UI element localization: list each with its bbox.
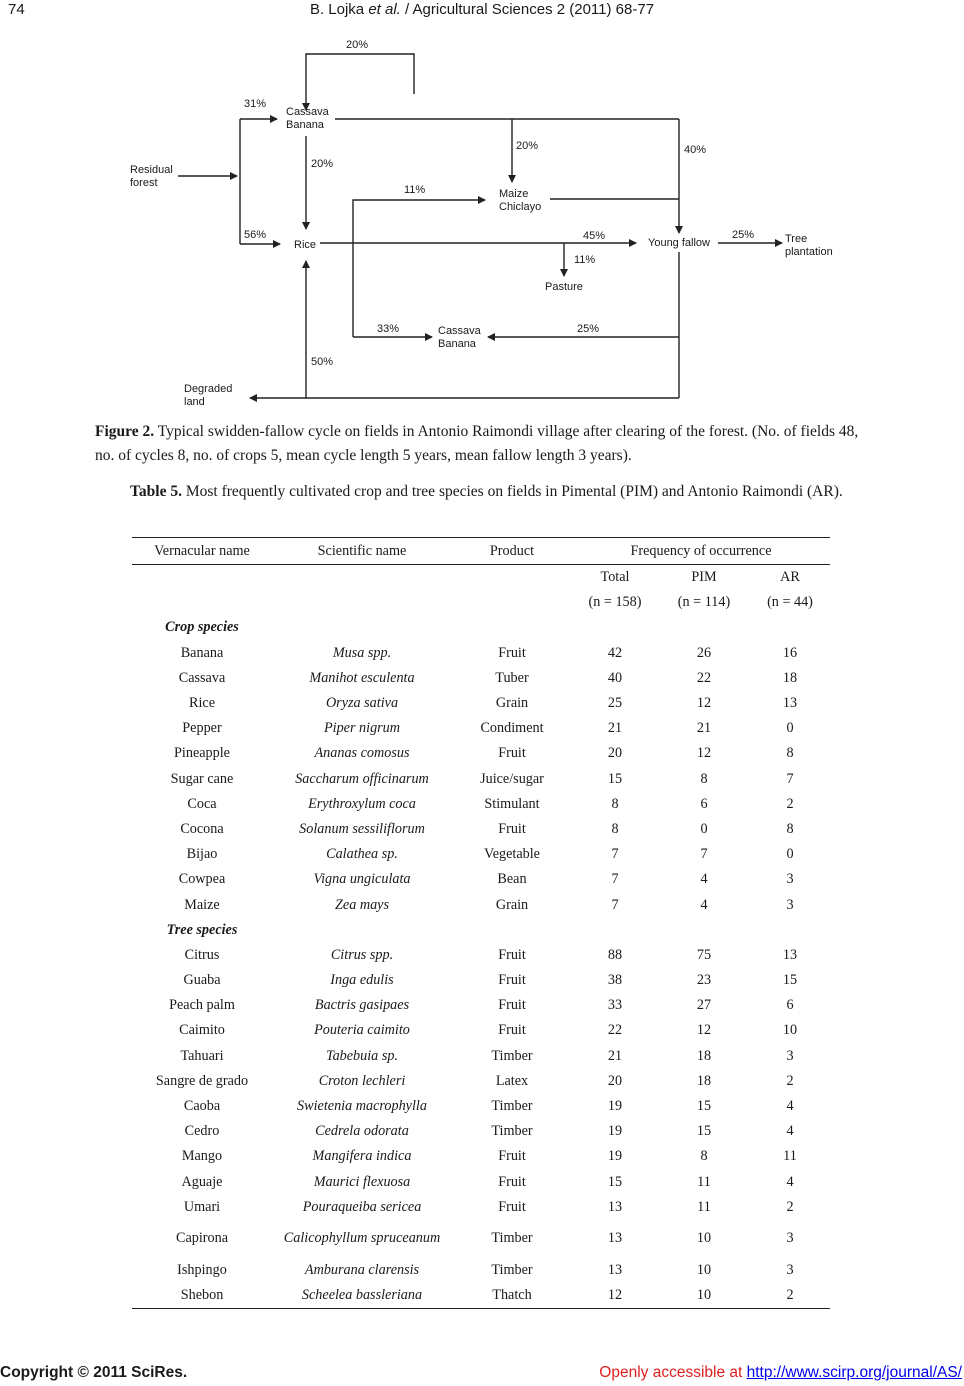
vernacular-cell: Caoba <box>183 1098 221 1115</box>
node-cassava-banana-bottom: Cassava Banana <box>438 325 481 350</box>
table-row <box>132 691 830 716</box>
vernacular-cell: Ishpingo <box>177 1261 227 1278</box>
pim-cell: 18 <box>696 1072 712 1089</box>
pim-cell: 10 <box>658 1283 750 1309</box>
pct-rice-maize: 11% <box>404 184 426 196</box>
vernacular-cell: Caimito <box>179 1022 225 1039</box>
node-rice: Rice <box>294 239 317 251</box>
ar-cell: 2 <box>750 1283 830 1309</box>
pim-cell: 4 <box>700 871 708 888</box>
ar-cell: 4 <box>786 1173 794 1190</box>
total-cell: 7 <box>611 846 619 863</box>
product-cell: Fruit <box>498 1022 526 1039</box>
vernacular-cell: Mango <box>181 1148 223 1165</box>
total-cell: 42 <box>607 644 623 661</box>
pim-cell: 15 <box>696 1123 712 1140</box>
total-cell: 7 <box>611 871 619 888</box>
pim-cell: 18 <box>696 1047 712 1064</box>
table-row <box>132 867 830 892</box>
product-cell: Fruit <box>498 745 526 762</box>
section-row <box>132 615 830 640</box>
pim-cell: 10 <box>696 1230 712 1247</box>
total-cell: 19 <box>607 1123 623 1140</box>
pim-cell: 12 <box>696 695 712 712</box>
scientific-cell: Scheelea bassleriana <box>272 1283 452 1309</box>
total-cell: 7 <box>611 896 619 913</box>
sub-header-ar: AR <box>780 569 800 586</box>
ar-cell: 3 <box>786 896 794 913</box>
pct-rice-fallow: 45% <box>583 230 606 242</box>
scientific-cell: Vigna ungiculata <box>313 871 411 888</box>
table-row <box>132 1094 830 1119</box>
vernacular-cell: Sugar cane <box>170 770 234 787</box>
vernacular-cell: Citrus <box>184 946 220 963</box>
total-cell: 20 <box>607 1072 623 1089</box>
journal-link[interactable]: http://www.scirp.org/journal/AS/ <box>746 1364 962 1381</box>
copyright: Copyright © 2011 SciRes. <box>0 1364 188 1381</box>
vernacular-cell: Maize <box>184 896 220 913</box>
total-cell: 25 <box>607 695 623 712</box>
vernacular-cell: Pepper <box>182 720 222 737</box>
product-cell: Juice/sugar <box>480 770 544 787</box>
vernacular-cell: Tahuari <box>180 1047 224 1064</box>
node-degraded-land: Degraded land <box>184 383 233 408</box>
product-cell: Thatch <box>452 1283 572 1309</box>
sub-header-ar-n: (n = 44) <box>767 594 813 611</box>
vernacular-cell: Coca <box>187 795 217 812</box>
total-cell: 8 <box>611 795 619 812</box>
vernacular-cell: Cedro <box>184 1123 220 1140</box>
total-cell: 20 <box>607 745 623 762</box>
ar-cell: 13 <box>782 695 798 712</box>
total-cell: 19 <box>607 1148 623 1165</box>
total-cell: 15 <box>607 1173 623 1190</box>
pim-cell: 6 <box>700 795 708 812</box>
table-row <box>132 892 830 917</box>
pct-fallow-tree: 25% <box>732 229 755 241</box>
product-cell: Latex <box>495 1072 529 1089</box>
vernacular-cell: Guaba <box>183 972 221 989</box>
scientific-cell: Croton lechleri <box>318 1072 406 1089</box>
scientific-cell: Zea mays <box>335 896 389 913</box>
pim-cell: 26 <box>696 644 712 661</box>
pim-cell: 11 <box>697 1198 711 1215</box>
scientific-cell: Musa spp. <box>332 644 392 661</box>
pim-cell: 23 <box>696 972 712 989</box>
total-cell: 22 <box>607 1022 623 1039</box>
vernacular-cell: Cowpea <box>178 871 226 888</box>
table-row <box>132 1195 830 1220</box>
scientific-cell: Ananas comosus <box>314 745 410 762</box>
scientific-cell: Oryza sativa <box>325 695 399 712</box>
scientific-cell: Amburana clarensis <box>304 1261 420 1278</box>
total-cell: 38 <box>607 972 623 989</box>
arrow-loop-top <box>306 54 414 110</box>
sub-header-total-n: (n = 158) <box>588 594 642 611</box>
ar-cell: 7 <box>786 770 794 787</box>
swidden-fallow-cycle-diagram <box>120 26 850 414</box>
total-cell: 13 <box>607 1230 623 1247</box>
product-cell: Fruit <box>498 972 526 989</box>
table-row <box>132 666 830 691</box>
node-pasture: Pasture <box>545 281 583 293</box>
product-cell: Timber <box>491 1230 533 1247</box>
table-row <box>132 1119 830 1144</box>
product-cell: Tuber <box>495 669 529 686</box>
pct-forest-rice: 56% <box>244 229 267 241</box>
pct-rice-cassava-bottom: 33% <box>377 323 400 335</box>
table-row <box>132 1283 830 1309</box>
access-note: Openly accessible at http://www.scirp.org/journal/AS/ <box>599 1364 962 1381</box>
page-header <box>0 0 964 22</box>
col-header-scientific: Scientific name <box>272 538 452 565</box>
scientific-cell: Piper nigrum <box>323 720 401 737</box>
scientific-cell: Citrus spp. <box>330 946 394 963</box>
pim-cell: 12 <box>696 745 712 762</box>
table-row <box>132 1170 830 1195</box>
scientific-cell: Swietenia macrophylla <box>297 1098 427 1115</box>
ar-cell: 0 <box>786 720 794 737</box>
sub-header-pim: PIM <box>691 569 717 586</box>
product-cell: Fruit <box>498 1198 526 1215</box>
table-row <box>132 741 830 766</box>
table-row <box>132 767 830 792</box>
pim-cell: 21 <box>696 720 712 737</box>
vernacular-cell: Umari <box>183 1198 221 1215</box>
sub-header-pim-n: (n = 114) <box>677 594 731 611</box>
ar-cell: 10 <box>782 1022 798 1039</box>
table-row <box>132 993 830 1018</box>
node-cassava-banana-top: Cassava Banana <box>286 106 329 131</box>
ar-cell: 13 <box>782 946 798 963</box>
product-cell: Fruit <box>498 1148 526 1165</box>
product-cell: Stimulant <box>484 795 540 812</box>
table-caption: Table 5. Most frequently cultivated crop and tree species on fields in Pimental (PIM) and Antonio Raimondi (AR). <box>130 483 843 500</box>
vernacular-cell: Capirona <box>175 1230 228 1247</box>
vernacular-cell: Aguaje <box>181 1173 223 1190</box>
total-cell: 8 <box>611 820 619 837</box>
ar-cell: 8 <box>786 820 794 837</box>
ar-cell: 2 <box>786 795 794 812</box>
table-row <box>132 1144 830 1169</box>
vernacular-cell: Pineapple <box>174 745 230 762</box>
product-cell: Grain <box>495 896 529 913</box>
figure-caption: Figure 2. Typical swidden-fallow cycle on fields in Antonio Raimondi village after clearing of the forest. (No. of fields 48, no. of cycles 8, no. of crops 5, mean cycle length 5 years, mean fallow length 3 years). <box>95 423 859 464</box>
scientific-cell: Cedrela odorata <box>315 1123 409 1140</box>
product-cell: Vegetable <box>484 846 540 863</box>
col-header-frequency: Frequency of occurrence <box>572 538 830 565</box>
scientific-cell: Saccharum officinarum <box>295 770 429 787</box>
vernacular-cell: Cassava <box>178 669 226 686</box>
product-cell: Fruit <box>498 946 526 963</box>
scientific-cell: Maurici flexuosa <box>313 1173 411 1190</box>
total-cell: 21 <box>607 1047 623 1064</box>
ar-cell: 3 <box>786 1230 794 1247</box>
table-row <box>132 1258 830 1283</box>
ar-cell: 3 <box>786 1261 794 1278</box>
table-row <box>132 792 830 817</box>
table-row <box>132 641 830 666</box>
arrow-rice-maize <box>353 200 485 337</box>
pct-cassava-fallow: 40% <box>684 144 707 156</box>
pim-cell: 11 <box>697 1173 711 1190</box>
pim-cell: 15 <box>696 1098 712 1115</box>
total-cell: 33 <box>607 997 623 1014</box>
table-row <box>132 1044 830 1069</box>
ar-cell: 4 <box>786 1098 794 1115</box>
table-row <box>132 1069 830 1094</box>
product-cell: Condiment <box>480 720 544 737</box>
scientific-cell: Manihot esculenta <box>309 669 415 686</box>
total-cell: 13 <box>607 1198 623 1215</box>
pim-cell: 10 <box>696 1261 712 1278</box>
pim-cell: 8 <box>700 770 708 787</box>
ar-cell: 18 <box>782 669 798 686</box>
node-residual-forest: Residual forest <box>130 164 173 189</box>
col-header-vernacular: Vernacular name <box>132 538 272 565</box>
ar-cell: 4 <box>786 1123 794 1140</box>
pim-cell: 75 <box>696 946 712 963</box>
section-row <box>132 918 830 943</box>
ar-cell: 3 <box>786 1047 794 1064</box>
product-cell: Bean <box>497 871 527 888</box>
ar-cell: 16 <box>782 644 798 661</box>
scientific-cell: Pouraqueiba sericea <box>302 1198 422 1215</box>
table-row <box>132 842 830 867</box>
total-cell: 12 <box>572 1283 658 1309</box>
ar-cell: 11 <box>783 1148 797 1165</box>
pct-forest-cassava: 31% <box>244 98 267 110</box>
table-row <box>132 1018 830 1043</box>
total-cell: 13 <box>607 1261 623 1278</box>
table-row <box>132 943 830 968</box>
pct-loop-top: 20% <box>346 39 369 51</box>
scientific-cell: Inga edulis <box>330 972 394 989</box>
species-table <box>132 537 830 1309</box>
product-cell: Timber <box>491 1123 533 1140</box>
vernacular-cell: Cocona <box>180 820 224 837</box>
pct-to-pasture: 11% <box>574 254 596 266</box>
pct-degraded-rice: 50% <box>311 356 334 368</box>
pim-cell: 8 <box>700 1148 708 1165</box>
scientific-cell: Mangifera indica <box>312 1148 412 1165</box>
pct-fallow-cassava-bottom: 25% <box>577 323 600 335</box>
table-row <box>132 1220 830 1258</box>
node-tree-plantation: Tree plantation <box>785 233 833 258</box>
pim-cell: 12 <box>696 1022 712 1039</box>
vernacular-cell: Rice <box>189 695 215 712</box>
scientific-cell: Tabebuia sp. <box>325 1047 398 1064</box>
ar-cell: 2 <box>786 1198 794 1215</box>
scientific-cell: Bactris gasipaes <box>314 997 410 1014</box>
pim-cell: 0 <box>700 820 708 837</box>
pct-to-maize: 20% <box>516 140 539 152</box>
node-maize-chiclayo: Maize Chiclayo <box>499 188 542 213</box>
table-row <box>132 716 830 741</box>
running-title: B. Lojka et al. / Agricultural Sciences 2 (2011) 68-77 <box>309 1 655 18</box>
total-cell: 19 <box>607 1098 623 1115</box>
node-young-fallow: Young fallow <box>648 237 710 249</box>
col-header-product: Product <box>452 538 572 565</box>
pim-cell: 7 <box>700 846 708 863</box>
vernacular-cell: Peach palm <box>169 997 235 1014</box>
ar-cell: 8 <box>786 745 794 762</box>
pim-cell: 27 <box>696 997 712 1014</box>
vernacular-cell: Bijao <box>186 846 218 863</box>
total-cell: 21 <box>607 720 623 737</box>
sub-header-total: Total <box>600 569 630 586</box>
pim-cell: 22 <box>696 669 712 686</box>
page-number: 74 <box>8 1 25 18</box>
vernacular-cell: Banana <box>180 644 224 661</box>
product-cell: Timber <box>491 1098 533 1115</box>
pct-cassava-rice: 20% <box>311 158 334 170</box>
ar-cell: 2 <box>786 1072 794 1089</box>
total-cell: 15 <box>607 770 623 787</box>
section-title: Tree species <box>166 921 238 938</box>
section-title: Crop species <box>165 619 239 636</box>
vernacular-cell: Sangre de grado <box>155 1072 249 1089</box>
scientific-cell: Calicophyllum spruceanum <box>283 1230 441 1247</box>
product-cell: Fruit <box>498 820 526 837</box>
ar-cell: 15 <box>782 972 798 989</box>
product-cell: Fruit <box>498 1173 526 1190</box>
scientific-cell: Solanum sessiliflorum <box>299 820 425 837</box>
pim-cell: 4 <box>700 896 708 913</box>
table-row <box>132 968 830 993</box>
vernacular-cell: Shebon <box>132 1283 272 1309</box>
scientific-cell: Pouteria caimito <box>314 1022 410 1039</box>
ar-cell: 6 <box>786 997 794 1014</box>
product-cell: Grain <box>495 695 529 712</box>
total-cell: 40 <box>607 669 623 686</box>
product-cell: Fruit <box>498 644 526 661</box>
product-cell: Timber <box>491 1047 533 1064</box>
scientific-cell: Erythroxylum coca <box>308 795 416 812</box>
ar-cell: 3 <box>786 871 794 888</box>
product-cell: Timber <box>491 1261 533 1278</box>
ar-cell: 0 <box>786 846 794 863</box>
table-row <box>132 817 830 842</box>
scientific-cell: Calathea sp. <box>326 846 398 863</box>
product-cell: Fruit <box>498 997 526 1014</box>
total-cell: 88 <box>607 946 623 963</box>
page-footer <box>0 1364 964 1386</box>
